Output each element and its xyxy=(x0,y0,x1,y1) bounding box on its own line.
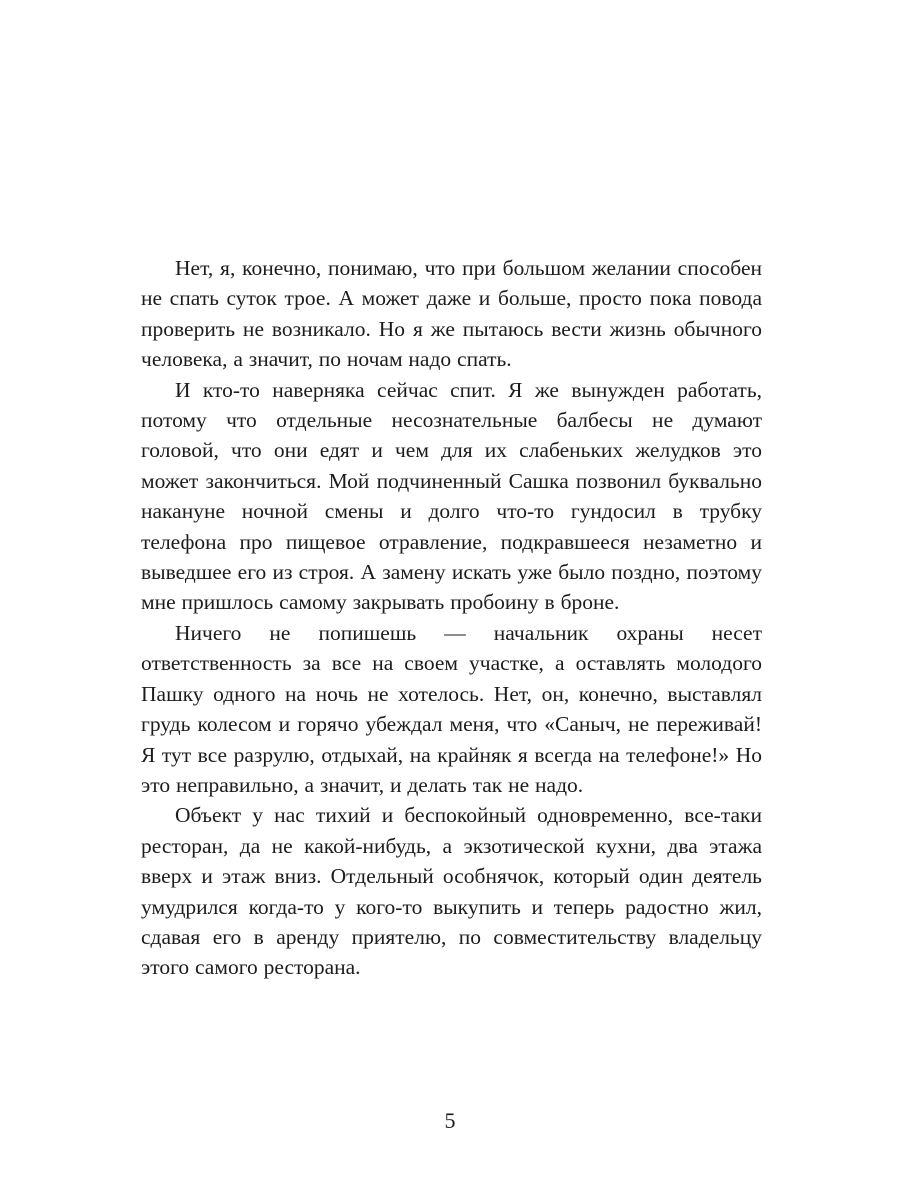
paragraph: Объект у нас тихий и беспокойный одновременно, все-таки ресторан, да не какой-нибудь, а экзотической кухни, два этажа вверх и этаж вниз. Отдельный особнячок, который один деятель умудрился когда-то у кого-то выкупить и теперь радостно жил, сдавая его в аренду приятелю, по совместительству владельцу этого самого ресторана. xyxy=(141,803,762,980)
paragraph: Ничего не попишешь — начальник охраны несет ответственность за все на своем участке, а оставлять молодого Пашку одного на ночь не хотелось. Нет, он, конечно, выставлял грудь колесом и горячо убеждал меня, что «Саныч, не переживай! Я тут все разрулю, отдыхай, на крайняк я всегда на телефоне!» Но это неправильно, а значит, и делать так не надо. xyxy=(141,620,762,797)
paragraph: Нет, я, конечно, понимаю, что при большом желании способен не спать суток трое. А может даже и больше, просто пока повода проверить не возникало. Но я же пытаюсь вести жизнь обычного человека, а значит, по ночам надо спать. xyxy=(141,256,762,372)
text-block xyxy=(141,253,762,983)
paragraph: И кто-то наверняка сейчас спит. Я же вынужден работать, потому что отдельные несознательные балбесы не думают головой, что они едят и чем для их слабеньких желудков это может закончиться. Мой подчиненный Сашка позвонил буквально накануне ночной смены и долго что-то гундосил в трубку телефона про пищевое отравление, подкравшееся незаметно и выведшее его из строя. А замену искать уже было поздно, поэтому мне пришлось самому закрывать пробоину в броне. xyxy=(141,377,762,615)
page-number: 5 xyxy=(444,1108,456,1133)
